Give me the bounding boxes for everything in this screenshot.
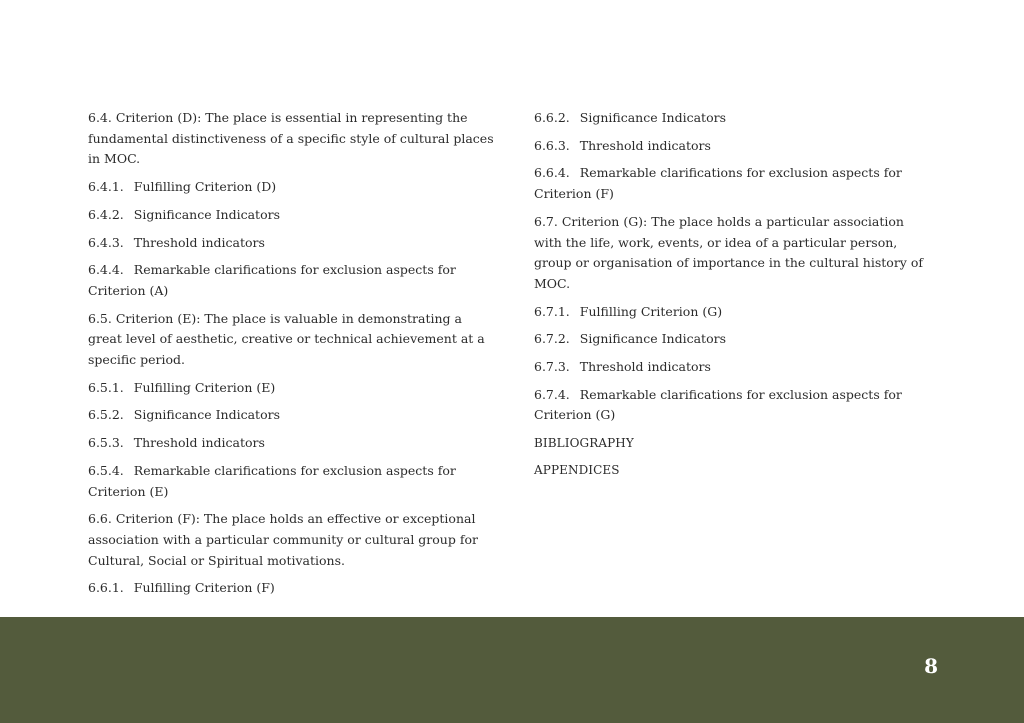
toc-entry-6-6-4 [534,163,932,204]
toc-entry-6-6-2 [534,108,932,129]
toc-entry-number: 6.7.4. [534,386,570,402]
toc-entry-number: 6.6.2. [534,110,570,125]
toc-entry-number: 6.5.2. [88,407,124,423]
toc-entry-number: 6.4.2. [88,206,124,222]
toc-entry-text: Fulfilling Criterion (D) [133,179,277,195]
toc-entry-6-7-1 [534,302,932,323]
toc-entry-number: 6.6.4. [534,165,570,181]
toc-entry-text: Criterion (G): The place holds a particular association with the life, work, events, or idea of a particular person, group or organisation of importance in the cultural history of MOC. [534,213,923,291]
toc-entry-number: 6.4. [88,110,112,125]
toc-entry-number: 6.5. [88,310,112,326]
toc-entry-number: 6.5.3. [88,435,124,451]
toc-entry-bibliography [534,433,932,454]
toc-entry-6-5-1 [88,378,494,399]
toc-entry-text: Criterion (F): The place holds an effective or exceptional association with a particular community or cultural group for Cultural, Social or Spiritual motivations. [88,511,478,568]
toc-entry-6-6-3 [534,136,932,157]
toc-entry-text: Criterion (E): The place is valuable in demonstrating a great level of aesthetic, creative or technical achievement at a specific period. [88,310,485,368]
toc-entry-number: 6.7.2. [534,331,570,347]
toc-entry-number: 6.4.1. [88,179,124,195]
toc-entry-6-5-3 [88,433,494,454]
toc-entry-text: APPENDICES [534,462,620,477]
toc-entry-6-6-1 [88,578,494,599]
toc-entry-6-7 [534,212,932,295]
toc-entry-6-4-2 [88,205,494,226]
toc-entry-text: BIBLIOGRAPHY [534,436,634,451]
toc-entry-text: Significance Indicators [133,206,280,222]
toc-entry-6-4-4 [88,260,494,301]
toc-entry-number: 6.7.3. [534,359,570,375]
toc-entry-6-7-2 [534,329,932,350]
toc-entry-text: Threshold indicators [579,359,711,375]
toc-entry-text: Remarkable clarifications for exclusion aspects for Criterion (G) [534,386,902,423]
toc-right-column [534,108,932,487]
footer-band [0,617,1024,723]
toc-entry-6-4-3 [88,233,494,254]
toc-entry-number: 6.5.4. [88,462,124,478]
toc-entry-text: Fulfilling Criterion (F) [133,580,275,596]
toc-entry-number: 6.6. [88,511,112,527]
toc-entry-text: Significance Indicators [133,407,280,423]
toc-entry-6-4 [88,108,494,170]
toc-entry-6-7-4 [534,385,932,426]
toc-entry-text: Fulfilling Criterion (G) [579,303,723,319]
page-number: 8 [924,654,938,678]
toc-entry-6-7-3 [534,357,932,378]
toc-entry-6-6 [88,509,494,571]
toc-entry-number: 6.5.1. [88,379,124,395]
toc-entry-6-5 [88,309,494,371]
toc-entry-text: Significance Indicators [579,110,726,125]
toc-entry-number: 6.4.4. [88,262,124,278]
toc-entry-6-5-4 [88,461,494,502]
toc-left-column [88,108,494,606]
toc-entry-number: 6.4.3. [88,234,124,250]
toc-entry-text: Remarkable clarifications for exclusion aspects for Criterion (F) [534,165,902,202]
toc-entry-number: 6.7. [534,213,558,229]
toc-entry-text: Remarkable clarifications for exclusion aspects for Criterion (E) [88,462,456,499]
toc-entry-text: Significance Indicators [579,331,726,347]
toc-entry-text: Threshold indicators [133,435,265,451]
toc-entry-number: 6.6.1. [88,580,124,596]
toc-entry-number: 6.6.3. [534,137,570,153]
toc-entry-text: Fulfilling Criterion (E) [133,379,276,395]
toc-entry-appendices [534,460,932,481]
toc-entry-text: Remarkable clarifications for exclusion aspects for Criterion (A) [88,262,456,298]
toc-entry-6-4-1 [88,177,494,198]
toc-entry-6-5-2 [88,405,494,426]
toc-entry-text: Criterion (D): The place is essential in representing the fundamental distinctiveness of a specific style of cultural places in MOC. [88,110,494,167]
toc-entry-text: Threshold indicators [579,137,711,153]
toc-entry-number: 6.7.1. [534,303,570,319]
toc-entry-text: Threshold indicators [133,234,265,250]
